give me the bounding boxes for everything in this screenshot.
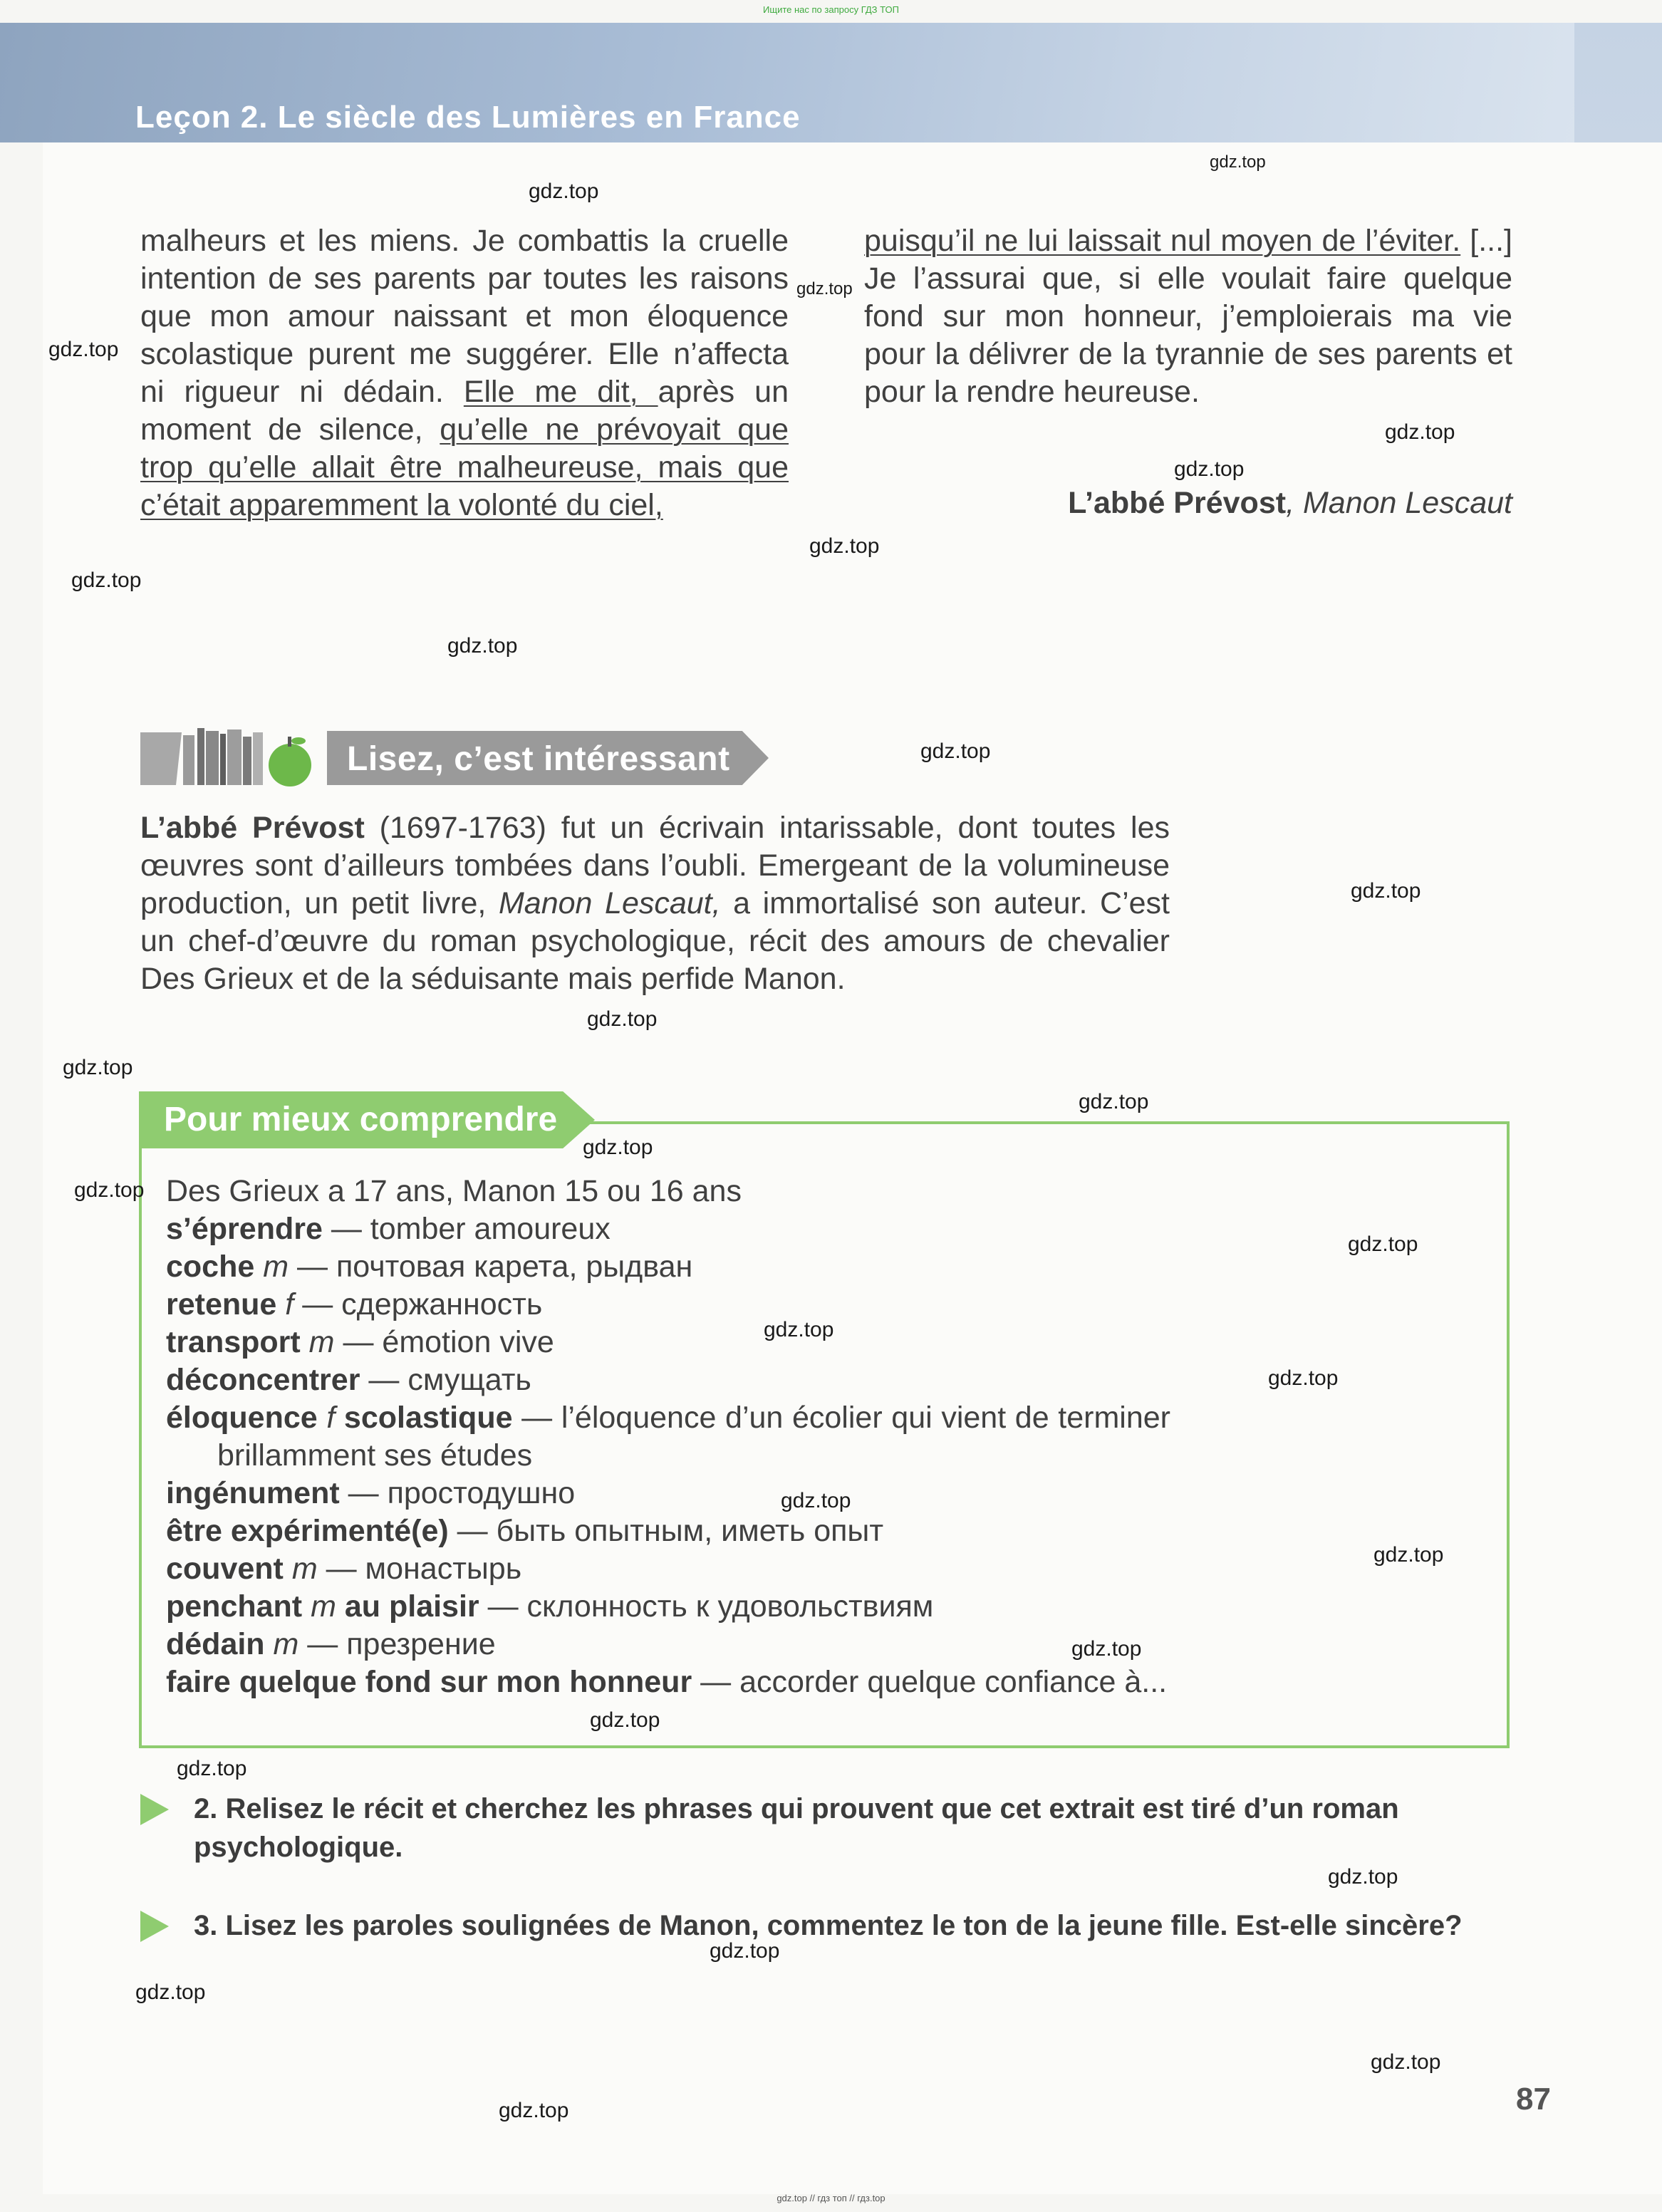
vocab-definition: — accorder quelque confiance à... bbox=[692, 1665, 1168, 1699]
watermark: gdz.top bbox=[583, 1136, 653, 1159]
page-number: 87 bbox=[1516, 2082, 1551, 2117]
watermark: gdz.top bbox=[796, 279, 853, 298]
vocab-item bbox=[166, 1512, 1170, 1550]
watermark: gdz.top bbox=[1385, 420, 1455, 444]
watermark: gdz.top bbox=[764, 1318, 834, 1341]
vocab-gender: m bbox=[283, 1552, 318, 1586]
lisez-text: (1697-1763) fut un écrivain intarissable, dont toutes les œuvres sont d’ailleurs tombées dans l’oubli. Emergeant de la volumineuse production, un petit livre, bbox=[140, 811, 1170, 920]
underlined-phrase: puisqu’il ne lui laissait nul moyen de l’éviter. bbox=[864, 224, 1461, 258]
lisez-paragraph bbox=[140, 809, 1170, 998]
lisez-title: Lisez, c’est intéressant bbox=[347, 740, 730, 778]
underlined-phrase: qu’elle ne prévoyait que trop qu’elle allait être malheureuse, mais que c’était apparemment la volonté du ciel, bbox=[140, 412, 789, 522]
vocab-item bbox=[166, 1286, 1170, 1324]
watermark: gdz.top bbox=[1351, 879, 1421, 903]
watermark: gdz.top bbox=[63, 1056, 133, 1079]
vocab-gender: m bbox=[302, 1589, 345, 1624]
excerpt-text: malheurs et les miens. Je combattis la cruelle intention de ses parents par toutes les raisons que mon amour naissant et mon éloquence scolastique purent me suggérer. Elle n’affecta ni rigueur ni dédain. bbox=[140, 224, 789, 409]
excerpt-right-column bbox=[864, 222, 1512, 411]
excerpt-text: [...] Je l’assurai que, si elle voulait faire quelque fond sur mon honneur, j’emploierais ma vie pour la délivrer de la tyrannie de ses parents et pour la rendre heureuse. bbox=[864, 224, 1512, 409]
vocab-definition: — сдержанность bbox=[294, 1287, 543, 1322]
watermark: gdz.top bbox=[48, 338, 119, 361]
vocab-item bbox=[166, 1399, 1170, 1475]
vocab-item bbox=[166, 1588, 1170, 1626]
author-name: L’abbé Prévost bbox=[140, 811, 365, 845]
vocab-definition: — быть опытным, иметь опыт bbox=[448, 1514, 884, 1548]
work-title: Manon Lescaut, bbox=[498, 886, 721, 920]
vocab-definition: — смущать bbox=[360, 1363, 531, 1397]
author-name: L’abbé Prévost bbox=[1068, 486, 1287, 520]
watermark: gdz.top bbox=[1174, 457, 1245, 481]
vocab-gender: m bbox=[300, 1325, 335, 1359]
vocab-term-continued: scolastique bbox=[343, 1401, 513, 1435]
watermark: gdz.top bbox=[590, 1708, 660, 1732]
watermark: gdz.top bbox=[781, 1489, 851, 1512]
excerpt-text: après un moment de silence, bbox=[140, 375, 789, 447]
vocab-term: retenue bbox=[166, 1287, 277, 1322]
vocab-gender: f bbox=[276, 1287, 294, 1322]
vocab-term-continued: au plaisir bbox=[344, 1589, 479, 1624]
vocab-definition: — почтовая карета, рыдван bbox=[289, 1250, 693, 1284]
vocab-item bbox=[166, 1550, 1170, 1588]
triangle-icon bbox=[140, 1911, 169, 1942]
work-title: Manon Lescaut bbox=[1302, 486, 1512, 520]
watermark: gdz.top bbox=[135, 1980, 206, 2004]
watermark: gdz.top bbox=[1071, 1637, 1142, 1661]
vocab-definition: — монастырь bbox=[317, 1552, 522, 1586]
books-apple-icon bbox=[140, 728, 323, 788]
lisez-banner bbox=[140, 728, 774, 788]
vocab-definition: — простодушно bbox=[339, 1476, 576, 1510]
vocab-gender: f bbox=[317, 1401, 344, 1435]
vocab-term: coche bbox=[166, 1250, 255, 1284]
vocab-definition: — l’éloquence d’un écolier qui vient de terminer brillamment ses études bbox=[217, 1401, 1170, 1473]
watermark: gdz.top bbox=[71, 568, 142, 592]
vocab-definition: — презрение bbox=[298, 1627, 496, 1661]
vocab-item bbox=[166, 1248, 1170, 1286]
lisez-text-end: a immortalisé son auteur. C’est un chef-d’œuvre du roman psychologique, récit des amours de chevalier Des Grieux et de la séduisante mais perfide Manon. bbox=[140, 886, 1170, 996]
watermark: gdz.top bbox=[1373, 1543, 1444, 1567]
watermark: gdz.top bbox=[74, 1178, 145, 1202]
vocab-gender: m bbox=[264, 1627, 299, 1661]
vocab-definition: — tomber amoureux bbox=[322, 1212, 611, 1246]
vocab-term: ingénument bbox=[166, 1476, 340, 1510]
vocab-item bbox=[166, 1324, 1170, 1361]
vocab-title: Pour mieux comprendre bbox=[164, 1101, 558, 1138]
vocab-item bbox=[166, 1361, 1170, 1399]
watermark: gdz.top bbox=[587, 1007, 658, 1031]
watermark: gdz.top bbox=[177, 1757, 247, 1780]
vocab-term: éloquence bbox=[166, 1401, 318, 1435]
top-note: Ищите нас по запросу ГДЗ ТОП bbox=[763, 4, 899, 15]
watermark: gdz.top bbox=[1079, 1090, 1149, 1113]
task-2 bbox=[140, 1790, 1515, 1866]
watermark: gdz.top bbox=[529, 180, 599, 203]
vocab-definition: — склонность к удовольствиям bbox=[479, 1589, 934, 1624]
vocab-definition: — émotion vive bbox=[334, 1325, 554, 1359]
vocab-item bbox=[166, 1626, 1170, 1663]
watermark: gdz.top bbox=[499, 2099, 569, 2122]
vocab-term: être expérimenté(e) bbox=[166, 1514, 449, 1548]
vocab-item bbox=[166, 1210, 1170, 1248]
watermark: gdz.top bbox=[1348, 1232, 1418, 1256]
vocab-item bbox=[166, 1475, 1170, 1512]
vocab-term: transport bbox=[166, 1325, 301, 1359]
task-3 bbox=[140, 1906, 1515, 1945]
task-text: 3. Lisez les paroles soulignées de Manon, commentez le ton de la jeune fille. Est-elle sincère? bbox=[194, 1910, 1463, 1941]
vocab-term: dédain bbox=[166, 1627, 265, 1661]
vocab-intro: Des Grieux a 17 ans, Manon 15 ou 16 ans bbox=[166, 1174, 742, 1208]
attribution-separator: , bbox=[1286, 486, 1303, 520]
lesson-title: Leçon 2. Le siècle des Lumières en France bbox=[135, 100, 801, 135]
watermark: gdz.top bbox=[1210, 152, 1266, 172]
triangle-icon bbox=[140, 1794, 169, 1825]
task-text: 2. Relisez le récit et cherchez les phrases qui prouvent que cet extrait est tiré d’un roman psychologique. bbox=[194, 1793, 1399, 1863]
vocab-term: penchant bbox=[166, 1589, 303, 1624]
footer-note: gdz.top // гдз топ // гдз.top bbox=[777, 2193, 885, 2203]
vocab-term: déconcentrer bbox=[166, 1363, 360, 1397]
excerpt-left-column bbox=[140, 222, 789, 524]
vocab-list bbox=[166, 1173, 1170, 1701]
vocab-term: couvent bbox=[166, 1552, 284, 1586]
watermark: gdz.top bbox=[447, 634, 518, 658]
vocab-gender: m bbox=[254, 1250, 289, 1284]
vocab-item bbox=[166, 1663, 1170, 1701]
watermark: gdz.top bbox=[710, 1939, 780, 1963]
underlined-phrase: Elle me dit, bbox=[463, 375, 658, 409]
watermark: gdz.top bbox=[1268, 1366, 1339, 1390]
watermark: gdz.top bbox=[1371, 2050, 1441, 2074]
watermark: gdz.top bbox=[809, 534, 880, 558]
vocab-term: faire quelque fond sur mon honneur bbox=[166, 1665, 692, 1699]
watermark: gdz.top bbox=[920, 739, 991, 763]
excerpt-attribution bbox=[1068, 486, 1512, 521]
vocab-term: s’éprendre bbox=[166, 1212, 323, 1246]
watermark: gdz.top bbox=[1328, 1865, 1398, 1889]
